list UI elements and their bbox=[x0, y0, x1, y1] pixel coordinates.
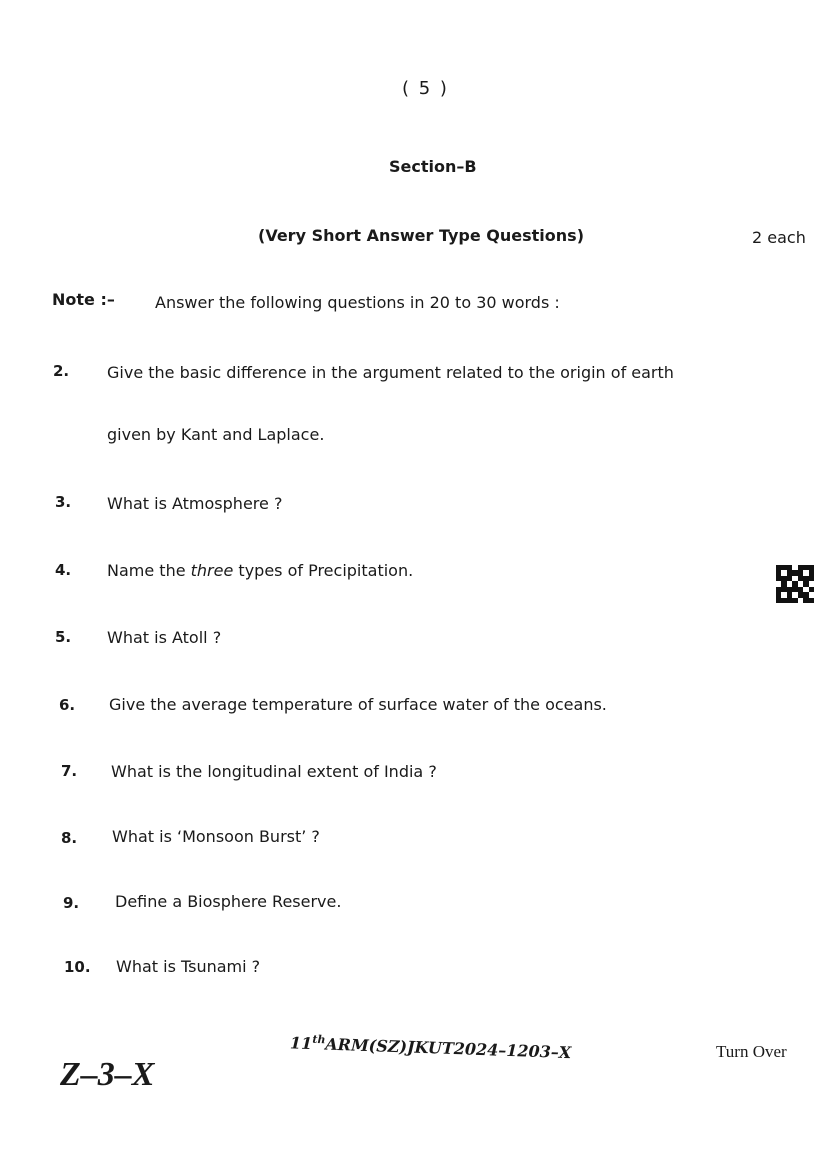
note-label: Note :– bbox=[52, 290, 115, 309]
question-number: 9. bbox=[63, 894, 80, 912]
question-number: 4. bbox=[55, 561, 72, 579]
question-number: 10. bbox=[64, 958, 91, 976]
question-text: What is ‘Monsoon Burst’ ? bbox=[112, 827, 320, 846]
question-text: Name the three types of Precipitation. bbox=[107, 561, 414, 580]
question-number: 8. bbox=[61, 829, 78, 847]
paper-code: 11thARM(SZ)JKUT2024–1203–X bbox=[289, 1032, 572, 1063]
emphasis-text: three bbox=[190, 561, 234, 580]
question-text: Give the average temperature of surface water of the oceans. bbox=[109, 695, 607, 714]
page-number: ( 5 ) bbox=[402, 78, 449, 99]
qr-code bbox=[776, 565, 814, 603]
question-number: 7. bbox=[61, 762, 78, 780]
question-text: What is Atoll ? bbox=[107, 628, 222, 647]
marks-per-question: 2 each bbox=[752, 228, 806, 247]
question-number: 5. bbox=[55, 628, 72, 646]
note-text: Answer the following questions in 20 to 30 words : bbox=[155, 293, 560, 312]
question-number: 6. bbox=[59, 696, 76, 714]
question-text: Define a Biosphere Reserve. bbox=[115, 892, 342, 911]
question-text: Give the basic difference in the argument related to the origin of earth bbox=[107, 363, 674, 382]
question-number: 2. bbox=[53, 362, 70, 380]
question-text: What is Atmosphere ? bbox=[107, 494, 283, 513]
question-number: 3. bbox=[55, 493, 72, 511]
section-subtitle: (Very Short Answer Type Questions) bbox=[258, 226, 585, 245]
paper-series: Z–3–X bbox=[60, 1056, 155, 1093]
turn-over-label: Turn Over bbox=[716, 1042, 787, 1061]
question-text: What is Tsunami ? bbox=[116, 957, 261, 976]
question-text: What is the longitudinal extent of India ? bbox=[111, 762, 437, 781]
section-title: Section–B bbox=[389, 157, 477, 176]
question-text-continued: given by Kant and Laplace. bbox=[107, 425, 325, 444]
